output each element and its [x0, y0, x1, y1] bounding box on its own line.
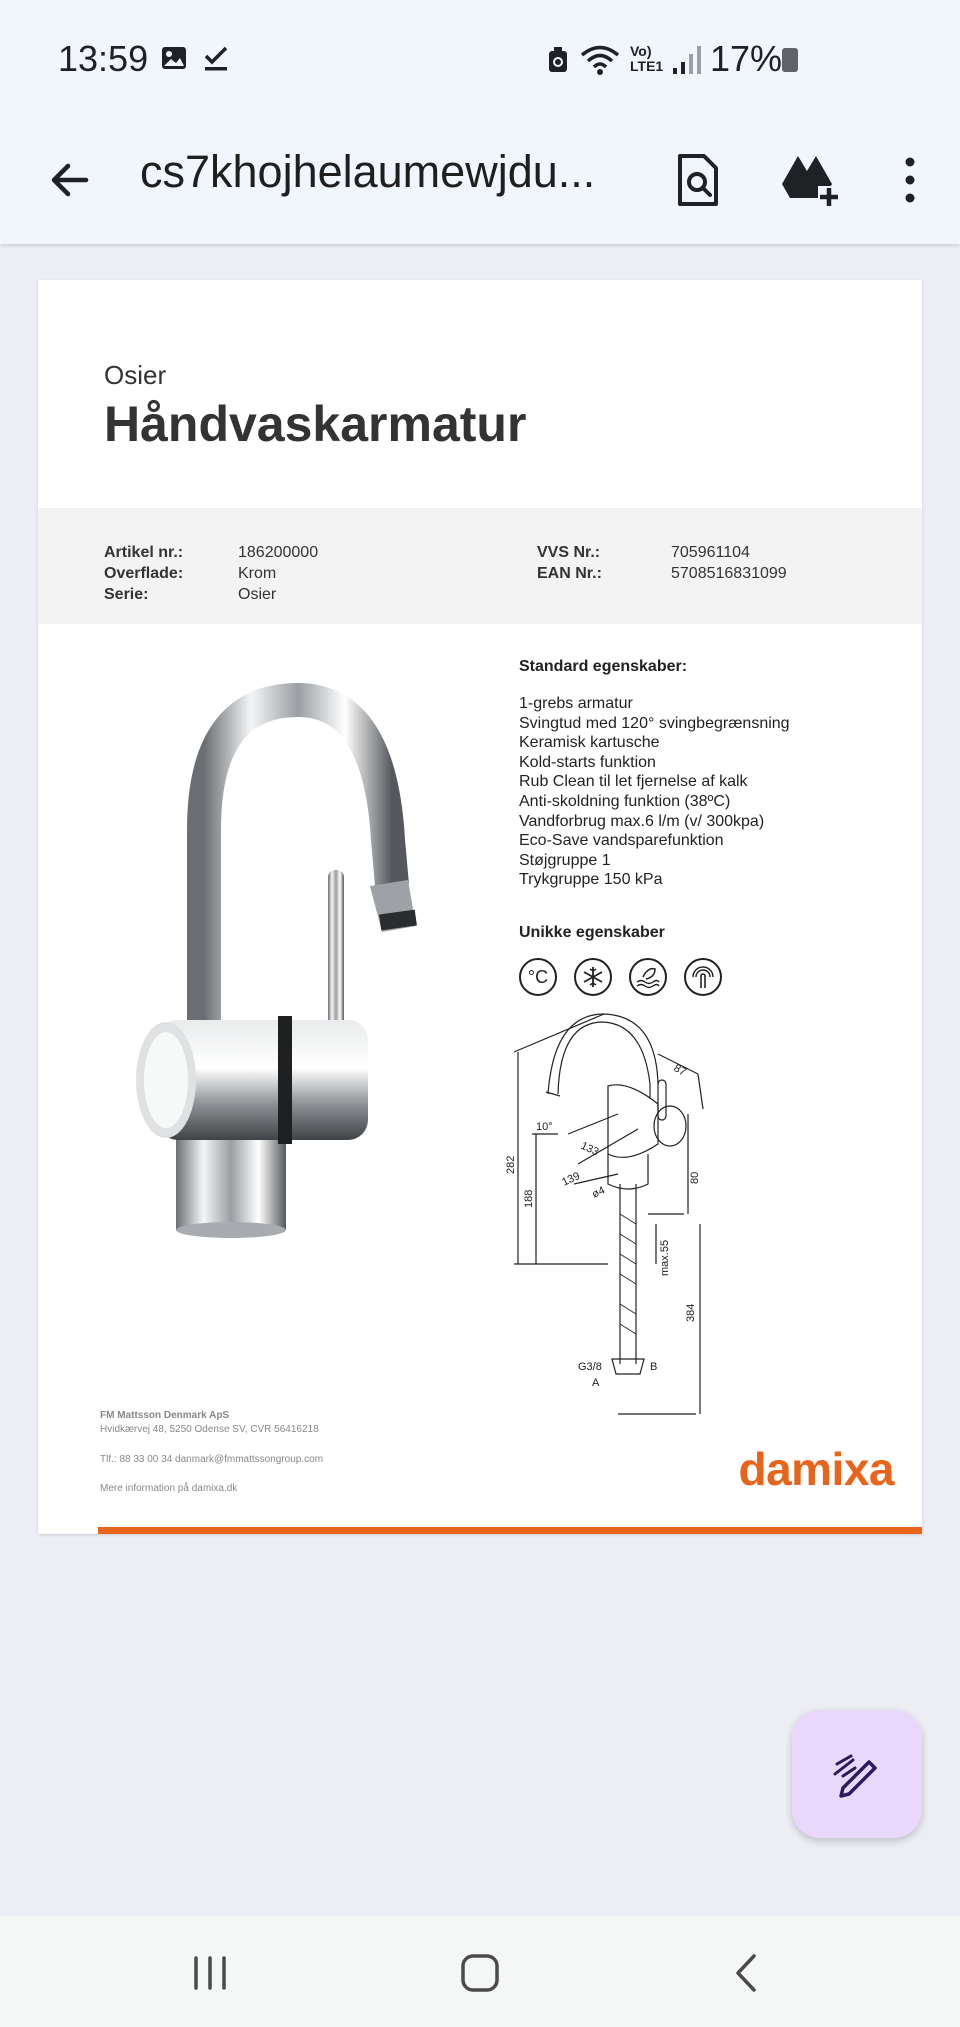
list-item: Eco-Save vandsparefunktion — [519, 832, 724, 850]
dim-10: 10° — [536, 1121, 553, 1133]
list-item: Kold-starts funktion — [519, 753, 656, 771]
drive-add-icon[interactable] — [778, 148, 842, 212]
spec-label: Overflade: — [104, 565, 184, 582]
spec-value: Krom — [238, 565, 277, 582]
spec-value: 705961104 — [671, 544, 750, 561]
wifi-icon — [580, 44, 620, 76]
system-nav-bar — [0, 1916, 960, 2027]
product-series: Osier — [104, 360, 167, 390]
celsius-icon — [519, 958, 557, 996]
dim-133: 133 — [578, 1139, 601, 1159]
list-item: Vandforbrug max.6 l/m (v/ 300kpa) — [519, 812, 765, 830]
dim-384: 384 — [685, 1303, 697, 1322]
dim-a: A — [592, 1377, 600, 1389]
list-item: 1-grebs armatur — [519, 695, 633, 712]
list-item: Trykgruppe 150 kPa — [519, 871, 663, 889]
back-arrow-icon[interactable] — [40, 150, 100, 210]
edit-fab-button[interactable] — [792, 1710, 922, 1838]
home-icon[interactable] — [450, 1946, 510, 2000]
footer-contact: Tlf.: 88 33 00 34 danmark@fmmattssongroup.com — [100, 1454, 324, 1465]
status-bar — [0, 0, 960, 120]
faucet-image — [118, 660, 478, 1240]
eco-water-icon — [629, 958, 667, 996]
features-heading: Standard egenskaber: — [519, 658, 688, 675]
footer-more-info: Mere information på damixa.dk — [100, 1483, 238, 1494]
list-item: Rub Clean til let fjernelse af kalk — [519, 773, 748, 791]
dim-g38: G3/8 — [578, 1361, 602, 1373]
spec-label: Serie: — [104, 586, 149, 603]
brand-logo: damixa — [738, 1443, 894, 1495]
recycle-icon — [545, 46, 571, 74]
spec-label: EAN Nr.: — [537, 565, 602, 582]
spec-value: Osier — [238, 586, 277, 603]
image-icon — [160, 44, 188, 72]
dim-188: 188 — [523, 1189, 535, 1208]
more-vert-icon[interactable] — [878, 148, 942, 212]
touch-icon — [684, 958, 722, 996]
pdf-page[interactable] — [38, 280, 922, 1534]
edit-sparkle-icon — [829, 1746, 885, 1802]
list-item: Støjgruppe 1 — [519, 851, 611, 869]
dim-b: B — [650, 1361, 658, 1373]
recents-icon[interactable] — [180, 1946, 240, 2000]
spec-table — [38, 508, 922, 624]
dim-80: 80 — [689, 1171, 701, 1184]
dim-max55: max.55 — [659, 1239, 671, 1276]
signal-icon — [672, 44, 702, 76]
back-icon[interactable] — [718, 1946, 778, 2000]
dim-4: ø4 — [590, 1184, 607, 1201]
snowflake-icon — [574, 958, 612, 996]
technical-drawing — [505, 1014, 768, 1414]
list-item: Anti-skoldning funktion (38ºC) — [519, 792, 731, 810]
footer-address: Hvidkærvej 48, 5250 Odense SV, CVR 56416218 — [100, 1424, 319, 1435]
battery-icon — [782, 48, 798, 72]
celsius-label: °C — [527, 966, 549, 987]
document-search-icon[interactable] — [666, 148, 730, 212]
spec-value: 5708516831099 — [671, 565, 787, 582]
dim-87: 87 — [671, 1062, 689, 1079]
battery-percent: 17% — [710, 38, 783, 79]
dim-282: 282 — [505, 1155, 517, 1174]
status-time: 13:59 — [58, 38, 149, 79]
product-title: Håndvaskarmatur — [104, 396, 527, 452]
accent-bar — [98, 1527, 922, 1534]
check-download-icon — [202, 44, 230, 72]
list-item: Keramisk kartusche — [519, 734, 660, 752]
unique-icons — [519, 958, 722, 996]
spec-value: 186200000 — [238, 544, 319, 561]
document-title: cs7khojhelaumewjdu... — [140, 146, 596, 197]
spec-label: Artikel nr.: — [104, 544, 184, 561]
app-bar — [0, 120, 960, 244]
dim-139: 139 — [560, 1170, 582, 1189]
unique-heading: Unikke egenskaber — [519, 924, 665, 941]
network-label: Vo) LTE1 — [630, 43, 664, 74]
footer-company: FM Mattsson Denmark ApS — [100, 1410, 230, 1421]
list-item: Svingtud med 120° svingbegrænsning — [519, 714, 790, 732]
features-list — [519, 694, 790, 890]
spec-label: VVS Nr.: — [537, 544, 601, 561]
